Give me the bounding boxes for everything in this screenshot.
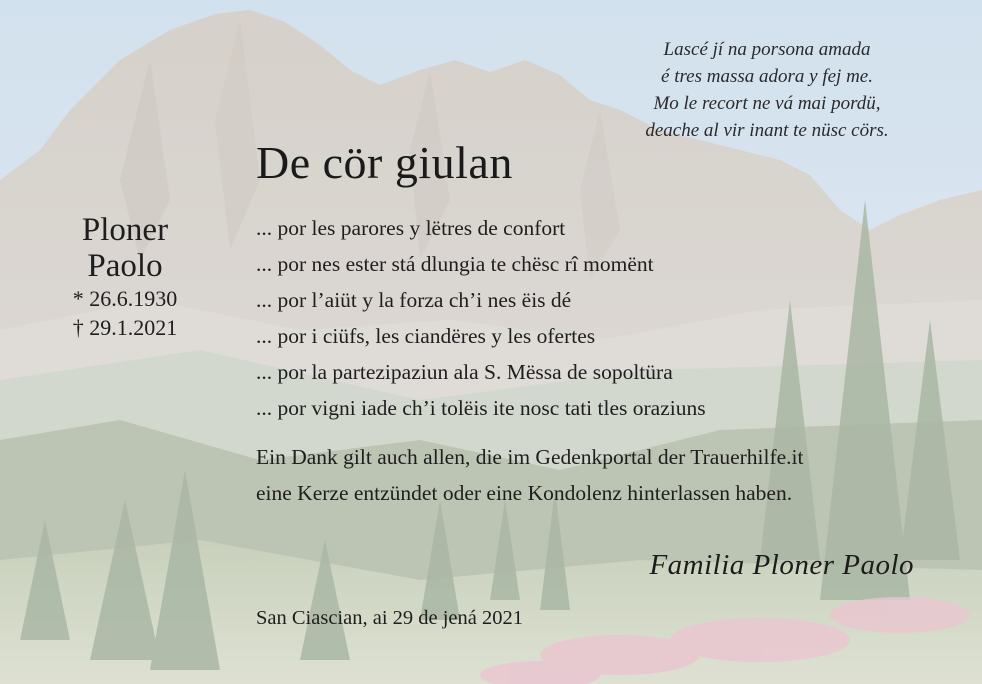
german-thanks-line: eine Kerze entzündet oder eine Kondolenz hinterlassen haben.: [256, 481, 793, 505]
thank-you-list: [256, 210, 706, 426]
death-date: † 29.1.2021: [72, 315, 178, 340]
deceased-given-name: Paolo: [87, 248, 163, 284]
poem-line: é tres massa adora y fej me.: [661, 66, 873, 87]
thank-you-line: ... por les parores y lëtres de confort: [256, 216, 566, 240]
poem-line: Lascé jí na porsona amada: [663, 39, 871, 60]
poem-line: Mo le recort ne vá mai pordü,: [653, 93, 881, 114]
thank-you-line: ... por i ciüfs, les ciandëres y les ofertes: [256, 324, 596, 348]
poem-line: deache al vir inant te nüsc cörs.: [645, 120, 889, 141]
family-signature: Familia Ploner Paolo: [649, 549, 914, 581]
place-and-date: San Ciascian, ai 29 de jená 2021: [256, 607, 524, 629]
birth-date: * 26.6.1930: [72, 286, 178, 311]
memorial-poem: [602, 36, 932, 144]
deceased-surname: Ploner: [81, 212, 169, 248]
thank-you-line: ... por la partezipaziun ala S. Mëssa de sopoltüra: [256, 360, 673, 384]
thank-you-line: ... por l’aiüt y la forza ch’i nes ëis dé: [256, 288, 572, 312]
german-thanks-line: Ein Dank gilt auch allen, die im Gedenkportal der Trauerhilfe.it: [256, 445, 804, 469]
deceased-info: [50, 212, 200, 342]
german-thanks-paragraph: [256, 439, 804, 511]
thank-you-line: ... por nes ester stá dlungia te chësc rî momënt: [256, 252, 654, 276]
card-title: De cör giulan: [256, 137, 513, 188]
thank-you-line: ... por vigni iade ch’i tolëis ite nosc tati tles oraziuns: [256, 396, 706, 420]
